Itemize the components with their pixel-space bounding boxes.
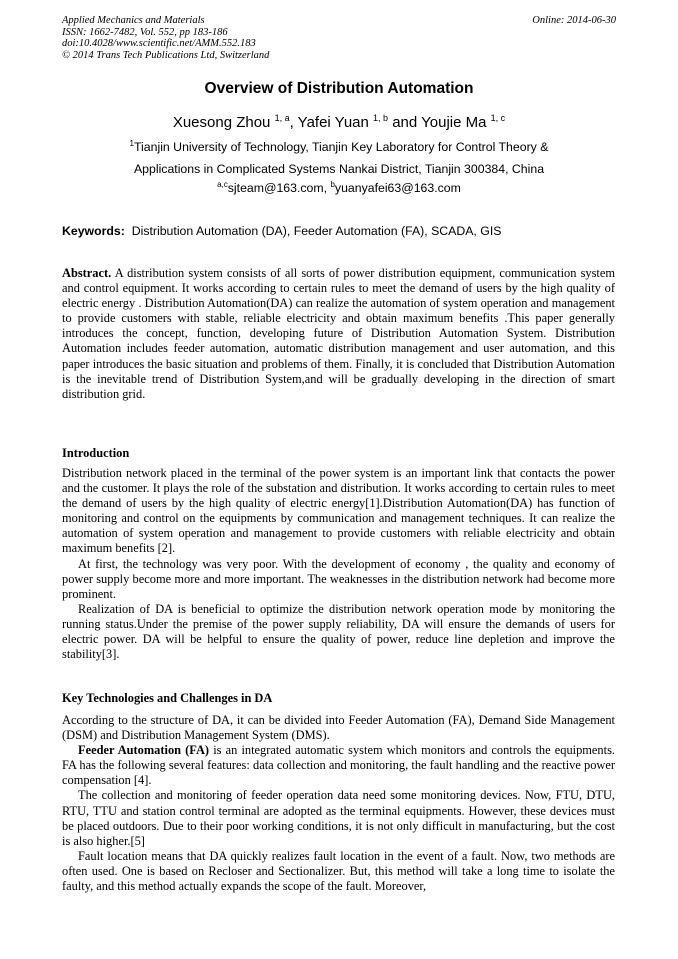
section-heading-introduction: Introduction (62, 446, 130, 460)
author-separator: and (388, 114, 422, 131)
journal-header (62, 15, 616, 61)
paragraph: Realization of DA is beneficial to optimize the distribution network operation mode by monitoring the running status.Under the premise of the power supply reliability, DA will ensure the demands of users for electric power. DA will be helpful to ensure the quality of power, reduce line depletion and improve the stability[3]. (62, 601, 615, 662)
email-address[interactable]: sjteam@163.com, (227, 181, 331, 196)
paragraph: Distribution network placed in the terminal of the power system is an important link that contacts the power and the customer. It plays the role of the substation and distribution. It works according to certain rules to meet the demand of users by the high quality of electric energy[1].Distribution Automation(DA) has function of monitoring and control on the equipments by communication and management techniques. It can realize the automation of system operation and management to provide customers with reliable electricity and obtain maximum benefits [2]. (62, 466, 615, 556)
affiliation-text: Tianjin University of Technology, Tianjin Key Laboratory for Control Theory & (134, 140, 549, 155)
section-heading-key-technologies: Key Technologies and Challenges in DA (62, 691, 273, 705)
online-date: Online: 2014-06-30 (532, 15, 616, 26)
issn-line: ISSN: 1662-7482, Vol. 552, pp 183-186 (62, 26, 228, 38)
author-sup: 1, b (373, 113, 389, 123)
abstract-label: Abstract. (62, 266, 112, 280)
paragraph: The collection and monitoring of feeder operation data need some monitoring devices. Now, FTU, DTU, RTU, TTU and station control terminal are adopted as the terminal equipments. However, these devices must be placed outdoors. Due to their poor working conditions, it is not only difficult in manufacturing, but the cost is also higher.[5] (62, 788, 615, 848)
paper-title: Overview of Distribution Automation (204, 80, 474, 97)
journal-name: Applied Mechanics and Materials (62, 15, 205, 26)
keywords-label: Keywords: (62, 224, 125, 238)
abstract-text: A distribution system consists of all sorts of power distribution equipment, communication system and control equipment. It works according to certain rules to meet the demand of users by the high quality of electric energy . Distribution Automation(DA) can realize the automation of system operation and management to provide customers with stable, reliable electricity and obtain maximum benefits .This paper generally introduces the concept, function, developing future of Distribution Automation System. Distribution Automation includes feeder automation, automatic distribution management and user automation, and this paper introduces the basic situation and problems of them. Finally, it is concluded that Distribution Automation is the inevitable trend of Distribution System,and will be gradually developing in the direction of smart distribution grid. (62, 266, 615, 401)
abstract (62, 266, 615, 402)
author-sup: 1, a (274, 113, 290, 123)
author-name: Youjie Ma (421, 114, 487, 131)
paragraph (62, 743, 615, 788)
paragraph-text: is an integrated automatic system which monitors and controls the equipments. FA has the following several features: data collection and monitoring, the fault handling and the reactive power compensation [4]. (62, 743, 615, 788)
author-name: Xuesong Zhou (172, 114, 271, 131)
term-bold: Feeder Automation (FA) (78, 743, 210, 758)
email-sup: a,c (217, 180, 228, 189)
introduction-body (62, 466, 615, 662)
paragraph: At first, the technology was very poor. With the development of economy , the quality and economy of power supply become more and more important. The weaknesses in the distribution network had become more prominent. (62, 556, 615, 601)
affiliation-line-1 (0, 139, 678, 154)
paragraph: Fault location means that DA quickly realizes fault location in the event of a fault. Now, two methods are often used. One is based on Recloser and Sectionalizer. But, this method will take a long time to isolate the faulty, and this method actually expands the scope of the fault. Moreover, (62, 848, 615, 894)
affiliation-sup: 1 (129, 139, 134, 148)
keywords (62, 224, 622, 238)
author-name: Yafei Yuan (297, 114, 369, 131)
affiliation-line-2: Applications in Complicated Systems Nankai District, Tianjin 300384, China (133, 162, 545, 176)
paragraph: According to the structure of DA, it can be divided into Feeder Automation (FA), Demand Side Management (DSM) and Distribution Management System (DMS). (62, 713, 615, 743)
email-line (0, 180, 678, 195)
author-list (0, 113, 678, 131)
keywords-text: Distribution Automation (DA), Feeder Automation (FA), SCADA, GIS (131, 224, 502, 238)
copyright-line: © 2014 Trans Tech Publications Ltd, Switzerland (62, 49, 270, 61)
email-address[interactable]: yuanyafei63@163.com (334, 181, 461, 196)
doi-line: doi:10.4028/www.scientific.net/AMM.552.183 (62, 38, 256, 50)
author-separator: , (289, 114, 298, 131)
key-technologies-body (62, 713, 615, 894)
email-sup: b (330, 180, 335, 189)
author-sup: 1, c (490, 113, 506, 123)
